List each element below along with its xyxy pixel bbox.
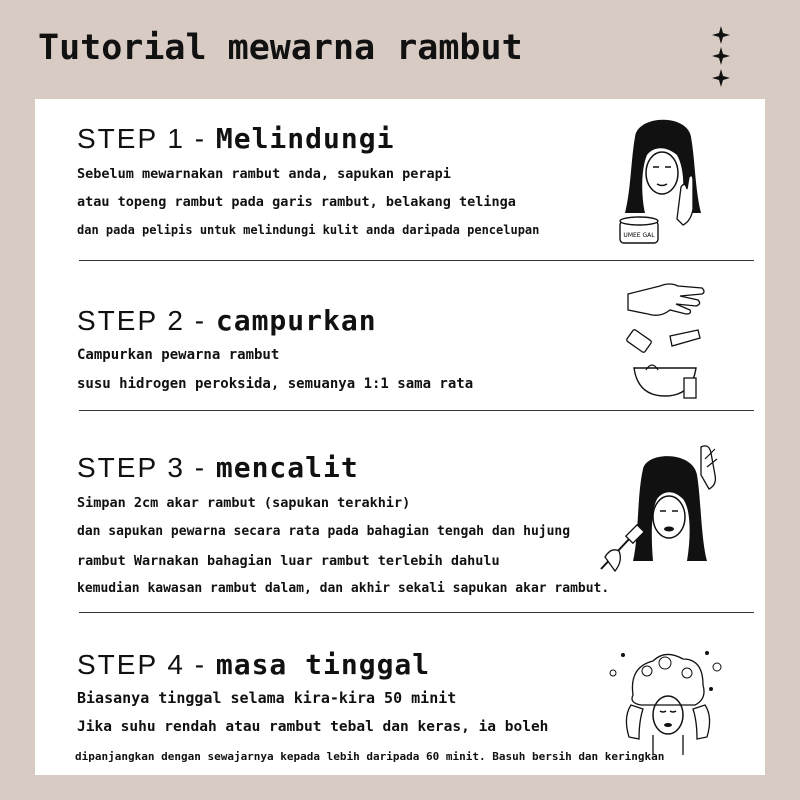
step-number: STEP 1 - <box>77 123 216 154</box>
woman-brushing-dye-icon <box>597 439 722 579</box>
step-description-line: dipanjangkan dengan sewajarnya kepada lebih daripada 60 minit. Basuh bersih dan keringkan <box>75 750 665 763</box>
step-name: Melindungi <box>215 122 395 155</box>
step-name: campurkan <box>215 304 377 337</box>
divider <box>79 260 754 261</box>
tutorial-card <box>35 99 765 775</box>
sparkle-icon <box>708 22 734 90</box>
step-description-line: Biasanya tinggal selama kira-kira 50 minit <box>77 689 457 707</box>
jar-label: UMEE GAL <box>623 232 655 239</box>
step-name: mencalit <box>215 451 359 484</box>
step-number: STEP 4 - <box>77 649 216 680</box>
divider <box>79 612 754 613</box>
step-name: masa tinggal <box>215 648 431 681</box>
step-description-line: atau topeng rambut pada garis rambut, belakang telinga <box>77 194 516 210</box>
woman-applying-cream-icon <box>617 109 712 249</box>
woman-washing-hair-icon <box>603 645 728 757</box>
step-description-line: susu hidrogen peroksida, semuanya 1:1 sama rata <box>77 376 474 392</box>
step-description-line: Jika suhu rendah atau rambut tebal dan keras, ia boleh <box>77 719 549 735</box>
step-number: STEP 2 - <box>77 305 216 336</box>
step-description-line: Campurkan pewarna rambut <box>77 347 280 363</box>
step-description-line: dan pada pelipis untuk melindungi kulit anda daripada pencelupan <box>77 223 540 237</box>
page-title: Tutorial mewarna rambut <box>38 28 523 68</box>
step-description-line: kemudian kawasan rambut dalam, dan akhir sekali sapukan akar rambut. <box>77 581 610 596</box>
divider <box>79 410 754 411</box>
step-description-line: dan sapukan pewarna secara rata pada bahagian tengah dan hujung <box>77 524 571 539</box>
step-description-line: rambut Warnakan bahagian luar rambut terlebih dahulu <box>77 553 500 569</box>
mixing-bowl-icon <box>620 274 710 402</box>
step-description-line: Simpan 2cm akar rambut (sapukan terakhir) <box>77 495 411 511</box>
step-number: STEP 3 - <box>77 452 216 483</box>
step-description-line: Sebelum mewarnakan rambut anda, sapukan perapi <box>77 166 451 182</box>
